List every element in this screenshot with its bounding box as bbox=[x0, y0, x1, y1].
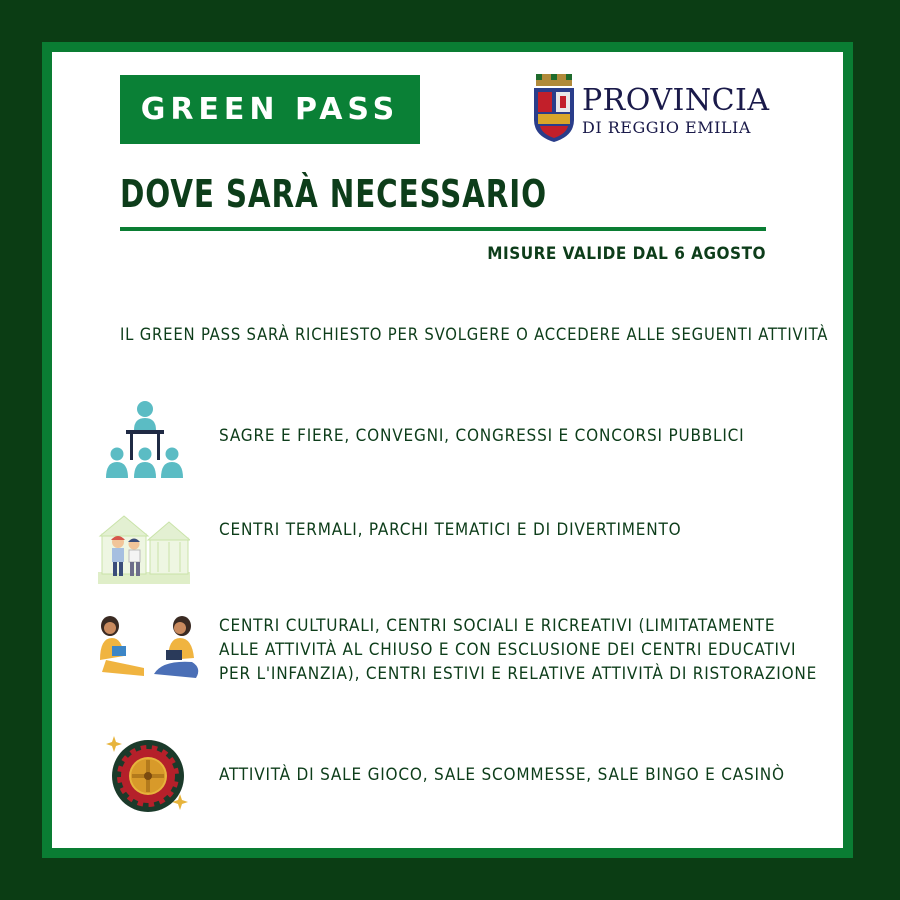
title-divider bbox=[120, 227, 766, 231]
validity-subtitle: MISURE VALIDE DAL 6 AGOSTO bbox=[487, 244, 766, 264]
provincia-logo bbox=[582, 83, 770, 138]
activity-item-3-line-2: ALLE ATTIVITÀ AL CHIUSO E CON ESCLUSIONE DEI CENTRI EDUCATIVI bbox=[219, 640, 797, 660]
coat-of-arms-icon bbox=[530, 72, 578, 144]
page-title: DOVE SARÀ NECESSARIO bbox=[120, 172, 547, 216]
activity-item-2 bbox=[219, 518, 681, 542]
activity-item-4 bbox=[219, 763, 785, 787]
reading-people-icon bbox=[92, 616, 204, 684]
activity-item-4-line: ATTIVITÀ DI SALE GIOCO, SALE SCOMMESSE, SALE BINGO E CASINÒ bbox=[219, 765, 785, 785]
theme-park-icon bbox=[98, 512, 190, 584]
roulette-icon bbox=[106, 736, 190, 816]
activity-item-3-line-1: CENTRI CULTURALI, CENTRI SOCIALI E RICREATIVI (LIMITATAMENTE bbox=[219, 616, 776, 636]
activity-item-1-line: SAGRE E FIERE, CONVEGNI, CONGRESSI E CONCORSI PUBBLICI bbox=[219, 426, 745, 446]
activity-item-3-line-3: PER L'INFANZIA), CENTRI ESTIVI E RELATIVE ATTIVITÀ DI RISTORAZIONE bbox=[219, 664, 818, 684]
activity-item-1 bbox=[219, 424, 744, 448]
activity-item-3 bbox=[219, 614, 817, 686]
conference-icon bbox=[104, 400, 186, 480]
green-pass-badge bbox=[120, 75, 420, 144]
badge-label: GREEN PASS bbox=[140, 92, 400, 127]
logo-line2: DI REGGIO EMILIA bbox=[582, 118, 751, 137]
logo-line1: PROVINCIA bbox=[582, 83, 770, 118]
activity-item-2-line: CENTRI TERMALI, PARCHI TEMATICI E DI DIVERTIMENTO bbox=[219, 520, 682, 540]
intro-text: IL GREEN PASS SARÀ RICHIESTO PER SVOLGERE O ACCEDERE ALLE SEGUENTI ATTIVITÀ bbox=[120, 325, 829, 344]
